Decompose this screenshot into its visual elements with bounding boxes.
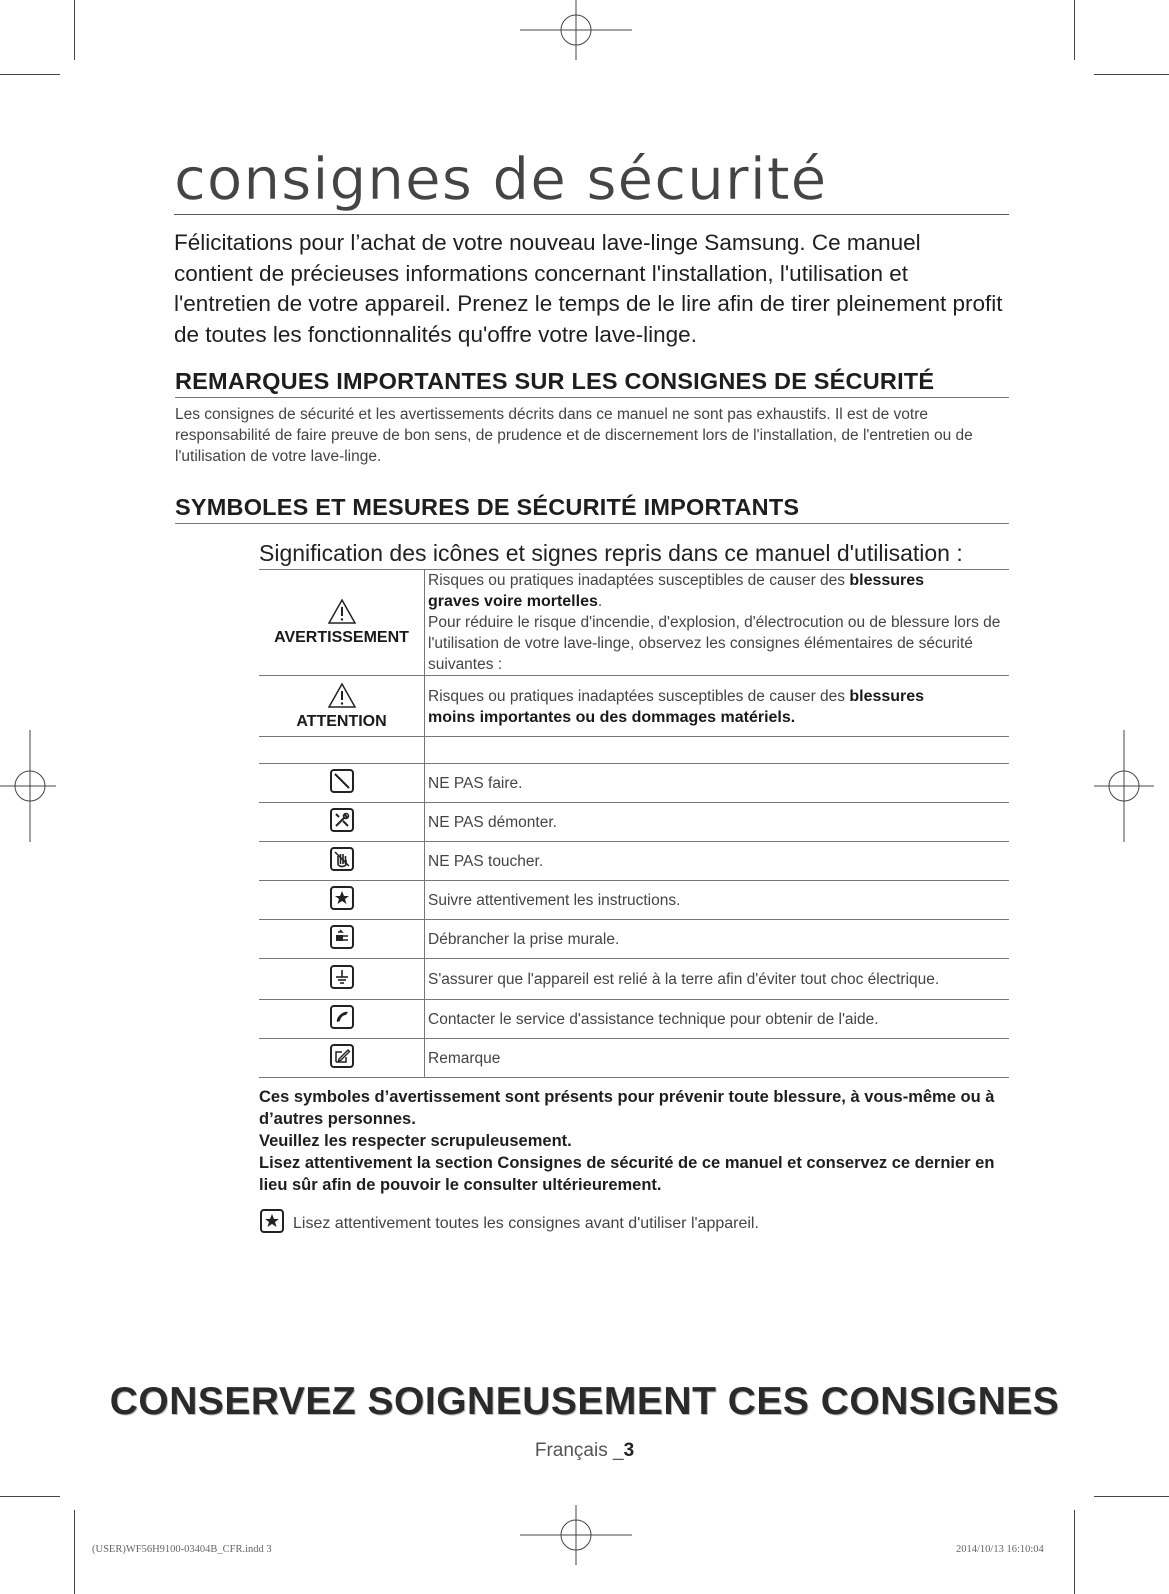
no-disassemble-icon xyxy=(329,807,355,833)
print-date-info: 2014/10/13 16:10:04 xyxy=(956,1544,1044,1555)
page-number-value: 3 xyxy=(623,1440,635,1461)
symbol-text: S'assurer que l'appareil est relié à la terre afin d'éviter tout choc électrique. xyxy=(425,959,1010,1000)
star-note xyxy=(259,1208,759,1239)
symbol-text: NE PAS toucher. xyxy=(425,842,1010,881)
table-row-warning xyxy=(259,570,1009,676)
prohibited-icon xyxy=(329,768,355,794)
table-row xyxy=(259,1000,1009,1039)
caution-cell xyxy=(259,676,425,737)
print-file-info: (USER)WF56H9100-03404B_CFR.indd 3 xyxy=(92,1544,272,1555)
star-note-text: Lisez attentivement toutes les consignes avant d'utiliser l'appareil. xyxy=(293,1215,759,1232)
table-row xyxy=(259,764,1009,803)
table-row-caution xyxy=(259,676,1009,737)
page-language: Français _ xyxy=(534,1440,624,1461)
symbol-text: Suivre attentivement les instructions. xyxy=(425,881,1010,920)
warning-description xyxy=(425,570,1010,676)
caution-text-bold-a: blessures xyxy=(849,688,925,705)
registration-mark-bottom xyxy=(520,1505,632,1565)
table-title: Signification des icônes et signes repris dans ce manuel d'utilisation : xyxy=(259,540,963,566)
symbol-text: Remarque xyxy=(425,1039,1010,1078)
table-spacer-row xyxy=(259,737,1009,764)
section-heading-remarks: REMARQUES IMPORTANTES SUR LES CONSIGNES DE SÉCURITÉ xyxy=(175,368,1009,398)
footer-title: CONSERVEZ SOIGNEUSEMENT CES CONSIGNES xyxy=(109,1380,1060,1423)
warning-cell xyxy=(259,570,425,676)
page-title: consignes de sécurité xyxy=(174,150,1009,215)
star-note-icon xyxy=(259,1208,285,1239)
page-number xyxy=(0,1440,1169,1462)
bottom-note-line3: Lisez attentivement la section Consignes de sécurité de ce manuel et conservez ce dernier en lieu sûr afin de pouvoir le consulter ultérieurement. xyxy=(259,1154,995,1194)
crop-mark xyxy=(1074,1510,1075,1594)
crop-mark xyxy=(1074,0,1075,60)
remarks-paragraph: Les consignes de sécurité et les avertissements décrits dans ce manuel ne sont pas exhaustifs. Il est de votre responsabilité de faire preuve de bon sens, de prudence et de discernement lors de l'installation, de l'entretien ou de l'utilisation de votre lave-linge. xyxy=(175,406,973,465)
note-icon xyxy=(329,1043,355,1069)
table-row xyxy=(259,959,1009,1000)
warning-text-end: . xyxy=(597,593,603,610)
bottom-note-line2: Veuillez les respecter scrupuleusement. xyxy=(259,1132,572,1150)
unplug-icon xyxy=(329,924,355,950)
crop-mark xyxy=(0,1496,60,1497)
crop-mark xyxy=(74,0,75,60)
crop-mark xyxy=(1094,1496,1169,1497)
symbol-text: NE PAS démonter. xyxy=(425,803,1010,842)
table-row xyxy=(259,920,1009,959)
phone-icon xyxy=(329,1004,355,1030)
caution-text-bold-b: moins importantes ou des dommages matériels. xyxy=(428,709,796,726)
ground-icon xyxy=(329,964,355,990)
warning-label: AVERTISSEMENT xyxy=(274,629,409,646)
warning-triangle-icon xyxy=(327,598,357,625)
caution-text-normal: Risques ou pratiques inadaptées susceptibles de causer des xyxy=(428,688,850,705)
symbol-text: Débrancher la prise murale. xyxy=(425,920,1010,959)
intro-paragraph: Félicitations pour l’achat de votre nouveau lave-linge Samsung. Ce manuel contient de précieuses informations concernant l'installation, l'utilisation et l'entretien de votre appareil. Prenez le temps de le lire afin de tirer pleinement profit de toutes les fonctionnalités qu'offre votre lave-linge. xyxy=(174,230,1003,347)
warning-text-bold-b: graves voire mortelles xyxy=(428,593,598,610)
registration-mark-top xyxy=(520,0,632,60)
bottom-note-line1: Ces symboles d’avertissement sont présents pour prévenir toute blessure, à vous-même ou à d’autres personnes. xyxy=(259,1088,995,1128)
caution-triangle-icon xyxy=(327,682,357,709)
registration-mark-left xyxy=(0,730,56,842)
warning-text-2: Pour réduire le risque d'incendie, d'explosion, d'électrocution ou de blessure lors de l'utilisation de votre lave-linge, observez les consignes élémentaires de sécurité suivantes : xyxy=(428,614,1001,673)
table-row xyxy=(259,842,1009,881)
caution-label: ATTENTION xyxy=(296,712,387,730)
crop-mark xyxy=(0,74,60,75)
follow-instructions-icon xyxy=(329,885,355,911)
warning-text-normal: Risques ou pratiques inadaptées susceptibles de causer des xyxy=(428,572,850,589)
table-row xyxy=(259,881,1009,920)
crop-mark xyxy=(74,1510,75,1594)
caution-description xyxy=(425,676,1010,737)
symbols-table xyxy=(259,569,1009,1078)
crop-mark xyxy=(1094,74,1169,75)
table-row xyxy=(259,803,1009,842)
bottom-notes xyxy=(259,1086,999,1196)
no-touch-icon xyxy=(329,846,355,872)
symbol-text: NE PAS faire. xyxy=(425,764,1010,803)
registration-mark-right xyxy=(1094,730,1154,842)
warning-text-bold-a: blessures xyxy=(849,572,925,589)
symbol-text: Contacter le service d'assistance technique pour obtenir de l'aide. xyxy=(425,1000,1010,1039)
table-row xyxy=(259,1039,1009,1078)
section-heading-symbols: SYMBOLES ET MESURES DE SÉCURITÉ IMPORTANTS xyxy=(175,494,1009,524)
